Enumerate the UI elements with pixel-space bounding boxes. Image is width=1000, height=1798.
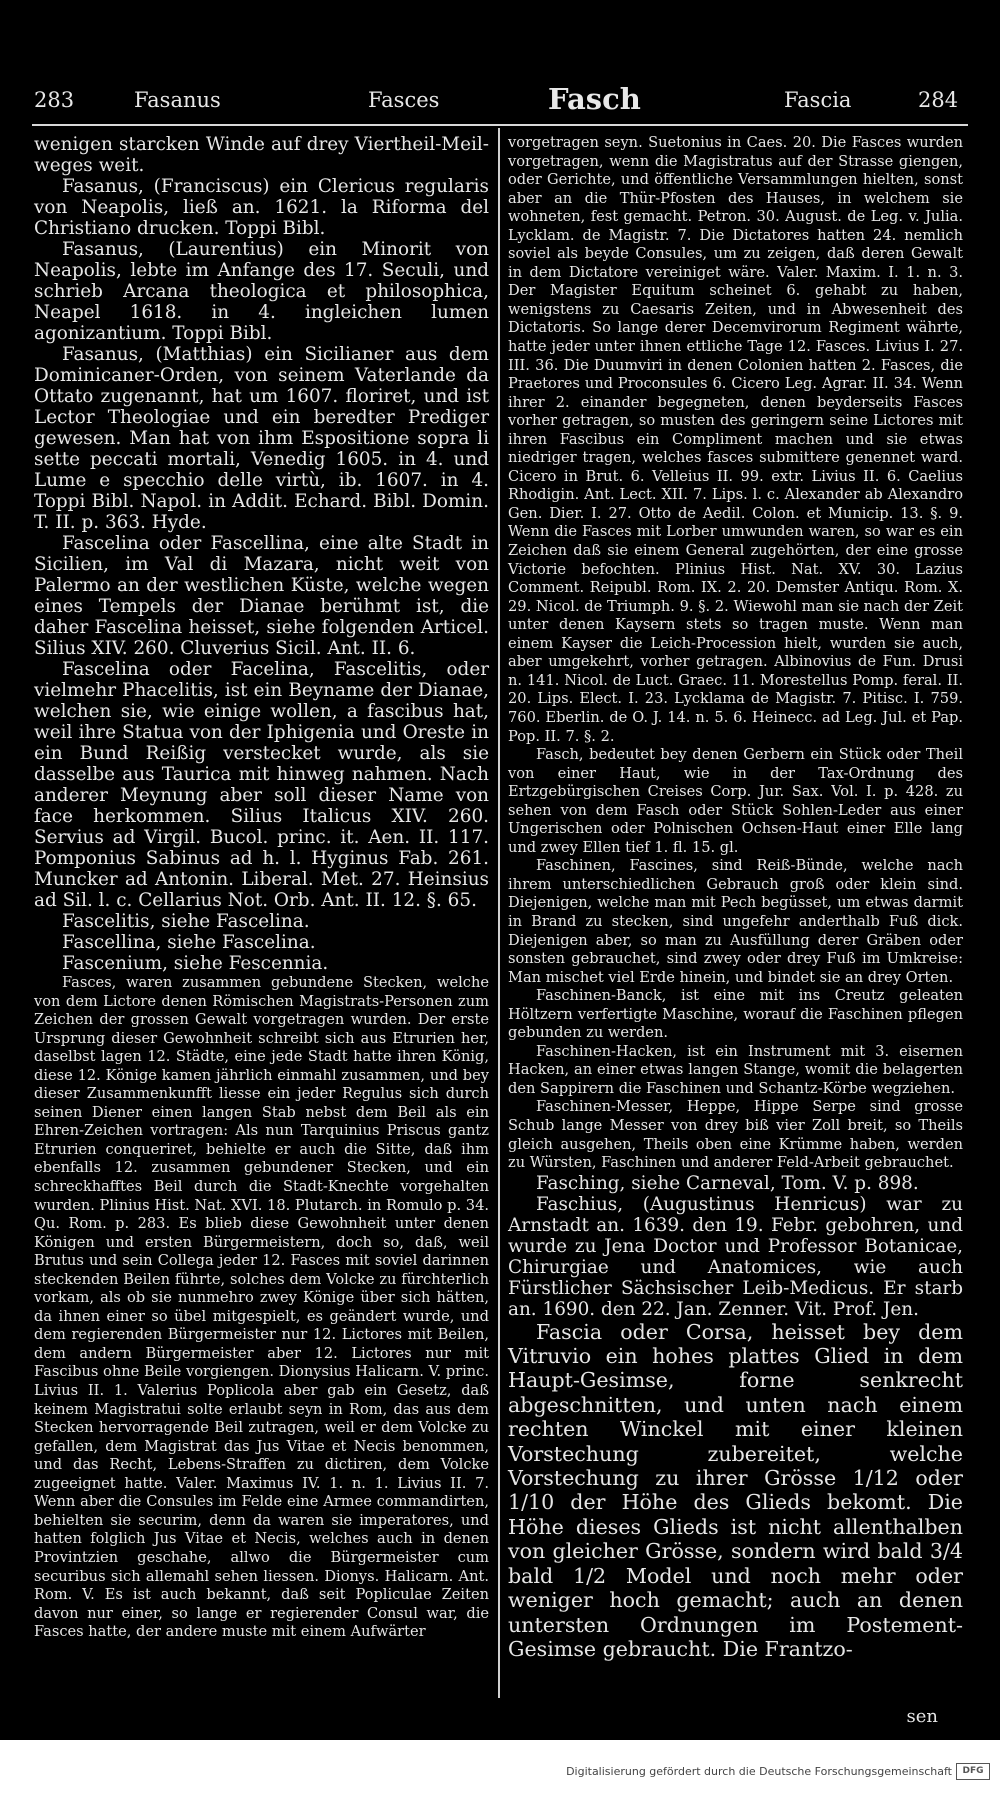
- entry-fascia: Fascia oder Corsa, heisset bey dem Vitruvio ein hohes plattes Glied in dem Haupt-Gesimse, forne senkrecht abgeschnitten, und unten nach einem rechten Winckel mit einer kleinen Vorstechung zubereitet, welche Vorstechung zu ihrer Grösse 1/12 oder 1/10 der Höhe des Glieds bekomt. Die Höhe dieses Glieds ist nicht allenthalben von gleicher Grösse, sondern wird bald 3/4 bald 1/2 Model und noch mehr oder weniger hoch gemacht; auch an denen untersten Ordnungen im Postement-Gesimse gebraucht. Die Frantzo-: [508, 1319, 963, 1661]
- entry-fasanus-franciscus: Fasanus, (Franciscus) ein Clericus regularis von Neapolis, ließ an. 1621. la Riforma del Christiano drucken. Toppi Bibl.: [34, 176, 489, 239]
- entry-fasanus-matthias: Fasanus, (Matthias) ein Sicilianer aus dem Dominicaner-Orden, von seinem Vaterlande da Ottato zugenannt, hat um 1607. floriret, und ist Lector Theologiae und ein beredter Prediger gewesen. Man hat von ihm Espositione sopra li sette peccati mortali, Venedig 1605. in 4. und Lume e specchio delle virtù, ib. 1607. in 4. Toppi Bibl. Napol. in Addit. Echard. Bibl. Domin. T. II. p. 363. Hyde.: [34, 344, 489, 533]
- entry-fascenium: Fascenium, siehe Fescennia.: [62, 953, 329, 974]
- footer: [0, 1760, 1000, 1784]
- entry-fasch: Fasch, bedeutet bey denen Gerbern ein Stück oder Theil von einer Haut, wie in der Tax-Ordnung des Ertzgebürgischen Creises Corp. Jur. Sax. Vol. I. p. 428. zu sehen von dem Fasch oder Stück Sohlen-Leder aus einer Ungerischen oder Polnischen Ochsen-Haut einer Elle lang und zwey Ellen tief 1. fl. 15. gl.: [508, 746, 963, 856]
- entry-faschinen: Faschinen, Fascines, sind Reiß-Bünde, welche nach ihrem unterschiedlichen Gebrauch groß oder klein sind. Diejenigen, welche man mit Pech begüsset, um etwas darmit in Brand zu stecken, sind ungefehr anderthalb Fuß dick. Diejenigen aber, so man zu Ausfüllung derer Gräben oder sonsten gebrauchet, sind zwey oder drey Fuß im Umkreise: Man mischet viel Erde hinein, und bindet sie an drey Orten.: [508, 857, 963, 986]
- running-head-2: Fasces: [368, 88, 440, 112]
- entry-fasces: Fasces, waren zusammen gebundene Stecken, welche von dem Lictore denen Römischen Magistrats-Personen zum Zeichen der grossen Gewalt vorgetragen wurden. Der erste Ursprung dieser Gewohnheit schreibt sich aus Etrurien her, daselbst lagen 12. Städte, eine jede Stadt hatte ihren König, diese 12. Könige kamen jährlich einmahl zusammen, und bey dieser Zusammenkunfft liesse ein jeder Regulus sich durch seinen Diener einen langen Stab nebst dem Beil als ein Ehren-Zeichen vortragen: Als nun Tarquinius Priscus gantz Etrurien conqueriret, behielte er auch die Sitte, daß ihm ebenfalls 12. zusammen gebundener Stecken, und ein schreckhafftes Beil durch die Stadt-Knechte vorgehalten wurden. Plinius Hist. Nat. XVI. 18. Plutarch. in Romulo p. 34. Qu. Rom. p. 283. Es blieb diese Gewohnheit unter denen Königen und ersten Bürgermeistern, doch so, daß, weil Brutus und sein Collega jeder 12. Fasces mit soviel darinnen steckenden Beilen führte, solches dem Volcke zu fürchterlich vorkam, als ob sie nunmehro zwey Könige über sich hätten, da ihnen einer so übel mitgespielt, es geändert wurde, und dem regierenden Bürgermeister nur 12. Lictores mit Beilen, dem andern Bürgermeister aber 12. Lictores nur mit Fascibus ohne Beile vorgiengen. Dionysius Halicarn. V. princ. Livius II. 1. Valerius Poplicola aber gab ein Gesetz, daß keinem Magistratui solte erlaubt seyn in Rom, das aus dem Stecken hervorragende Beil zutragen, weil er dem Volcke zu gefallen, dem Magistrat das Jus Vitae et Necis benommen, und das Recht, Lebens-Straffen zu dictiren, dem Volcke zugeeignet hatte. Valer. Maximus IV. 1. n. 1. Livius II. 7. Wenn aber die Consules im Felde eine Armee commandirten, behielten sie securim, denn da waren sie imperatores, und hatten folglich Jus Vitae et Necis, welches auch in denen Provintzien geschahe, allwo die Bürgermeister cum securibus sich allemahl sehen liessen. Dionys. Halicarn. Ant. Rom. V. Es ist auch bekannt, daß seit Popliculae Zeiten davon nur einer, so lange er regierender Consul war, die Fasces hatte, der andere muste mit einem Aufwärter: [34, 974, 489, 1641]
- entry-fascelitis: Fascelitis, siehe Fascelina.: [62, 911, 310, 932]
- page-number-right: 284: [918, 88, 959, 112]
- funding-note: Digitalisierung gefördert durch die Deutsche Forschungsgemeinschaft: [566, 1765, 952, 1778]
- entry-fascellina: Fascellina, siehe Fascelina.: [62, 932, 316, 953]
- entry-fasces-continued: vorgetragen seyn. Suetonius in Caes. 20. Die Fasces wurden vorgetragen, wenn die Magistratus auf der Strasse giengen, oder Gerichte, und öffentliche Versammlungen hielten, sonst aber an die Thür-Pfosten des Hauses, in welchem sie wohneten, fest gemacht. Petron. 30. August. de Leg. v. Julia. Lycklam. de Magistr. 7. Die Dictatores hatten 24. nemlich soviel als beyde Consules, um zu zeigen, daß deren Gewalt in dem Dictatore vereiniget wäre. Valer. Maxim. I. 1. n. 3. Der Magister Equitum scheinet 6. gehabt zu haben, wenigstens zu Caesaris Zeiten, und in Abwesenheit des Dictatoris. So lange derer Decemvirorum Regiment währte, hatte jeder unter ihnen ettliche Tage 12. Fasces. Livius I. 27. III. 36. Die Duumviri in denen Colonien hatten 2. Fasces, die Praetores und Proconsules 6. Cicero Leg. Agrar. II. 34. Wenn ihrer 2. einander begegneten, denen beyderseits Fasces vorher getragen, so musten des geringern seine Lictores mit ihren Fascibus ein Compliment machen und sie etwas niedriger tragen, welches fasces submittere genennet ward. Cicero in Brut. 6. Velleius II. 99. extr. Livius II. 6. Caelius Rhodigin. Ant. Lect. XII. 7. Lips. l. c. Alexander ab Alexandro Gen. Dier. I. 27. Otto de Aedil. Colon. et Municip. 13. §. 9. Wenn die Fasces mit Lorber umwunden waren, so war es ein Zeichen daß sie einem General zugehörten, der eine grosse Victorie befochten. Plinius Hist. Nat. XV. 30. Lazius Comment. Reipubl. Rom. IX. 2. 20. Demster Antiqu. Rom. X. 29. Nicol. de Triumph. 9. §. 2. Wiewohl man sie nach der Zeit unter denen Kaysern stets so tragen muste. Wenn man einem Kayser die Leich-Procession hielt, wurden sie auch, aber umgekehrt, vorher getragen. Albinovius de Fun. Drusi n. 141. Nicol. de Luct. Graec. 11. Morestellus Pomp. feral. II. 20. Lips. Elect. I. 23. Lycklama de Magistr. 7. Pitisc. I. 759. 760. Eberlin. de O. J. 14. n. 5. 6. Heinecc. ad Leg. Jul. et Pap. Pop. II. 7. §. 2.: [508, 134, 963, 745]
- entry-fascelina-stadt: Fascelina oder Fascellina, eine alte Stadt in Sicilien, im Val di Mazara, nicht weit von Palermo an der westlichen Küste, welche wegen eines Tempels der Dianae berühmt ist, die daher Fascelina heisset, siehe folgenden Articel. Silius XIV. 260. Cluverius Sicil. Ant. II. 6.: [34, 533, 489, 659]
- left-column: [34, 134, 489, 1642]
- right-column: [508, 134, 963, 1661]
- page-number-left: 283: [34, 88, 75, 112]
- entry-fasanus-laurentius: Fasanus, (Laurentius) ein Minorit von Neapolis, lebte im Anfange des 17. Seculi, und schrieb Arcana theologica et philosophica, Neapel 1618. in 4. ingleichen lumen agonizantium. Toppi Bibl.: [34, 239, 489, 344]
- running-head-4: Fascia: [784, 88, 852, 112]
- running-head-3: Fasch: [548, 82, 641, 116]
- entry-fasching: Fasching, siehe Carneval, Tom. V. p. 898.: [536, 1172, 919, 1194]
- entry-faschinen-messer: Faschinen-Messer, Heppe, Hippe Serpe sind grosse Schub lange Messer von drey biß vier Zoll breit, so Theils gleich ausgehen, Theils oben eine Krümme haben, werden zu Würsten, Faschinen und anderer Feld-Arbeit gebrauchet.: [508, 1098, 963, 1172]
- entry-continuation: wenigen starcken Winde auf drey Viertheil-Meil-weges weit.: [34, 134, 489, 176]
- header-rule: [32, 124, 968, 126]
- entry-fascelina-diana: Fascelina oder Facelina, Fascelitis, oder vielmehr Phacelitis, ist ein Beyname der Dianae, welchen sie, wie einige wollen, a fascibus hat, weil ihre Statua von der Iphigenia und Oreste in ein Bund Reißig verstecket wurde, als sie dasselbe aus Taurica mit hinweg nahmen. Nach anderer Meynung aber soll dieser Name von face herkommen. Silius Italicus XIV. 260. Servius ad Virgil. Bucol. princ. it. Aen. II. 117. Pomponius Sabinus ad h. l. Hyginus Fab. 261. Muncker ad Antonin. Liberal. Met. 27. Heinsius ad Sil. l. c. Cellarius Not. Orb. Ant. II. 12. §. 65.: [34, 659, 489, 911]
- running-head-1: Fasanus: [134, 88, 221, 112]
- column-divider: [498, 128, 500, 1698]
- dfg-logo: DFG: [956, 1763, 990, 1780]
- entry-faschinen-banck: Faschinen-Banck, ist eine mit ins Creutz geleaten Höltzern verfertigte Maschine, worauf die Faschinen pflegen gebunden zu werden.: [508, 987, 963, 1042]
- entry-faschius: Faschius, (Augustinus Henricus) war zu Arnstadt an. 1639. den 19. Febr. gebohren, und wurde zu Jena Doctor und Professor Botanicae, Chirurgiae und Anatomices, wie auch Fürstlicher Sächsischer Leib-Medicus. Er starb an. 1690. den 22. Jan. Zenner. Vit. Prof. Jen.: [508, 1193, 963, 1320]
- catchword: sen: [906, 1706, 938, 1727]
- entry-faschinen-hacken: Faschinen-Hacken, ist ein Instrument mit 3. eisernen Hacken, an einer etwas langen Stange, womit die belagerten den Sappirern die Faschinen und Schantz-Körbe wegziehen.: [508, 1042, 963, 1097]
